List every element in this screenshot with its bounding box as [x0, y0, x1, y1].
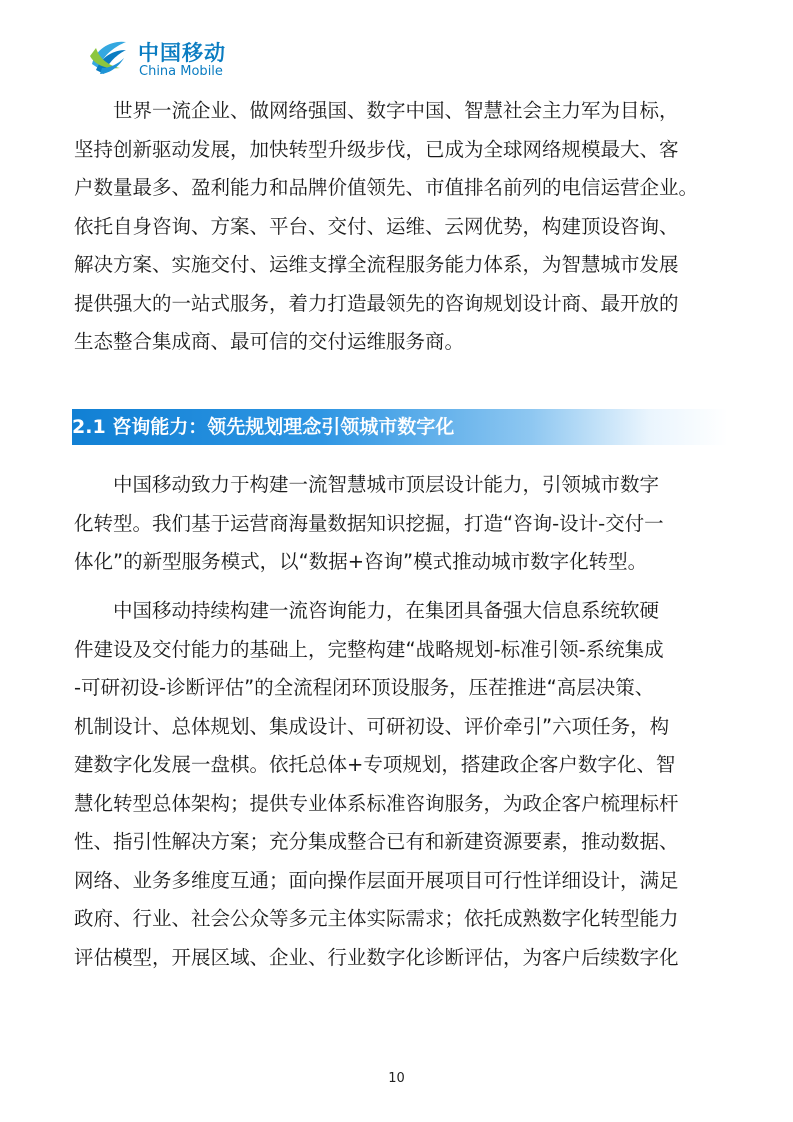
text-line: 慧化转型总体架构；提供专业体系标准咨询服务，为政企客户梳理标杆 — [74, 791, 679, 815]
text-line: -可研初设-诊断评估”的全流程闭环顶设服务，压茬推进“高层决策、 — [74, 676, 655, 699]
text-line: 提供强大的一站式服务，着力打造最领先的咨询规划设计商、最开放的 — [74, 291, 679, 315]
text-line: 生态整合集成商、最可信的交付运维服务商。 — [74, 330, 465, 353]
text-line: 户数量最多、盈利能力和品牌价值领先、市值排名前列的电信运营企业。 — [74, 176, 699, 199]
text-line: 中国移动持续构建一流咨询能力，在集团具备强大信息系统软硬 — [113, 599, 660, 622]
body-paragraph-1 — [74, 466, 734, 582]
text-line: 世界一流企业、做网络强国、数字中国、智慧社会主力军为目标， — [113, 99, 679, 122]
china-mobile-logo-icon — [86, 34, 130, 78]
text-line: 坚持创新驱动发展，加快转型升级步伐，已成为全球网络规模最大、客 — [74, 137, 679, 161]
intro-paragraph — [74, 92, 734, 362]
body-paragraph-2 — [74, 592, 734, 977]
text-line: 网络、业务多维度互通；面向操作层面开展项目可行性详细设计，满足 — [74, 868, 679, 892]
logo-text-en: China Mobile — [139, 64, 223, 79]
text-line: 解决方案、实施交付、运维支撑全流程服务能力体系，为智慧城市发展 — [74, 253, 679, 276]
text-line: 中国移动致力于构建一流智慧城市顶层设计能力，引领城市数字 — [113, 473, 660, 496]
page-number: 10 — [388, 1071, 405, 1086]
section-heading-bar — [72, 409, 728, 445]
text-line: 性、指引性解决方案；充分集成整合已有和新建资源要素，推动数据、 — [74, 830, 679, 853]
text-line: 体化”的新型服务模式，以“数据+咨询”模式推动城市数字化转型。 — [74, 550, 648, 573]
text-line: 评估模型，开展区域、企业、行业数字化诊断评估，为客户后续数字化 — [74, 945, 679, 969]
text-line: 政府、行业、社会公众等多元主体实际需求；依托成熟数字化转型能力 — [74, 907, 679, 930]
logo-text-cn: 中国移动 — [138, 41, 226, 65]
text-line: 机制设计、总体规划、集成设计、可研初设、评价牵引”六项任务，构 — [74, 714, 670, 738]
page-header — [86, 32, 246, 82]
section-title: 2.1 咨询能力：领先规划理念引领城市数字化 — [72, 416, 455, 438]
text-line: 件建设及交付能力的基础上，完整构建“战略规划-标准引领-系统集成 — [74, 637, 664, 661]
text-line: 化转型。我们基于运营商海量数据知识挖掘，打造“咨询-设计-交付一 — [74, 511, 664, 535]
text-line: 依托自身咨询、方案、平台、交付、运维、云网优势，构建顶设咨询、 — [74, 214, 679, 238]
text-line: 建数字化发展一盘棋。依托总体+专项规划，搭建政企客户数字化、智 — [74, 753, 676, 776]
